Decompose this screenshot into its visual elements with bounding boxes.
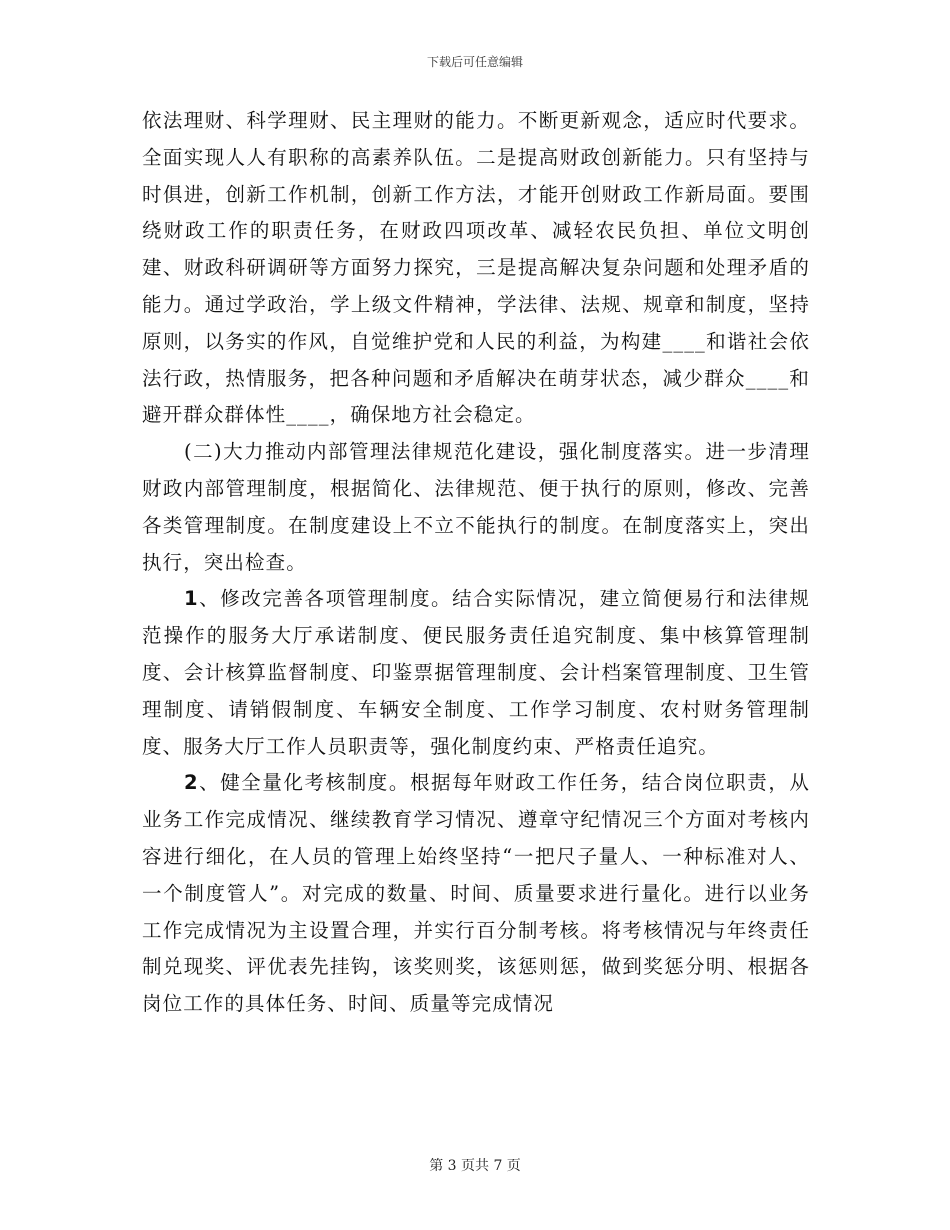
paragraph-section-2: (二)大力推动内部管理法律规范化建设，强化制度落实。进一步清理财政内部管理制度，根据简化、法律规范、便于执行的原则，修改、完善各类管理制度。在制度建设上不立不能执行的制度。在制度落实上，突出执行，突出检查。 (142, 440, 810, 574)
document-body (142, 103, 810, 1023)
item-number: 1 (184, 587, 199, 611)
item-text: 、修改完善各项管理制度。结合实际情况，建立简便易行和法律规范操作的服务大厅承诺制度、便民服务责任追究制度、集中核算管理制度、会计核算监督制度、印鉴票据管理制度、会计档案管理制度、卫生管理制度、请销假制度、车辆安全制度、工作学习制度、农村财务管理制度、服务大厅工作人员职责等，强化制度约束、严格责任追究。 (142, 587, 810, 758)
paragraph-continuation: 依法理财、科学理财、民主理财的能力。不断更新观念，适应时代要求。全面实现人人有职称的高素养队伍。二是提高财政创新能力。只有坚持与时俱进，创新工作机制，创新工作方法，才能开创财政工作新局面。要围绕财政工作的职责任务，在财政四项改革、减轻农民负担、单位文明创建、财政科研调研等方面努力探究，三是提高解决复杂问题和处理矛盾的能力。通过学政治，学上级文件精神，学法律、法规、规章和制度，坚持原则，以务实的作风，自觉维护党和人民的利益，为构建____和谐社会依法行政，热情服务，把各种问题和矛盾解决在萌芽状态，减少群众____和避开群众群体性____，确保地方社会稳定。 (142, 109, 810, 427)
page-header: 下载后可任意编辑 (426, 55, 523, 69)
paragraph-item-1 (142, 581, 810, 765)
paragraph-item-2 (142, 765, 810, 1023)
item-number: 2 (184, 771, 199, 795)
page-number: 第 3 页共 7 页 (429, 1158, 521, 1174)
item-text: 、健全量化考核制度。根据每年财政工作任务，结合岗位职责，从业务工作完成情况、继续教育学习情况、遵章守纪情况三个方面对考核内容进行细化，在人员的管理上始终坚持“一把尺子量人、一种标准对人、一个制度管人”。对完成的数量、时间、质量要求进行量化。进行以业务工作完成情况为主设置合理，并实行百分制考核。将考核情况与年终责任制兑现奖、评优表先挂钩，该奖则奖，该惩则惩，做到奖惩分明、根据各岗位工作的具体任务、时间、质量等完成情况 (142, 771, 810, 1016)
